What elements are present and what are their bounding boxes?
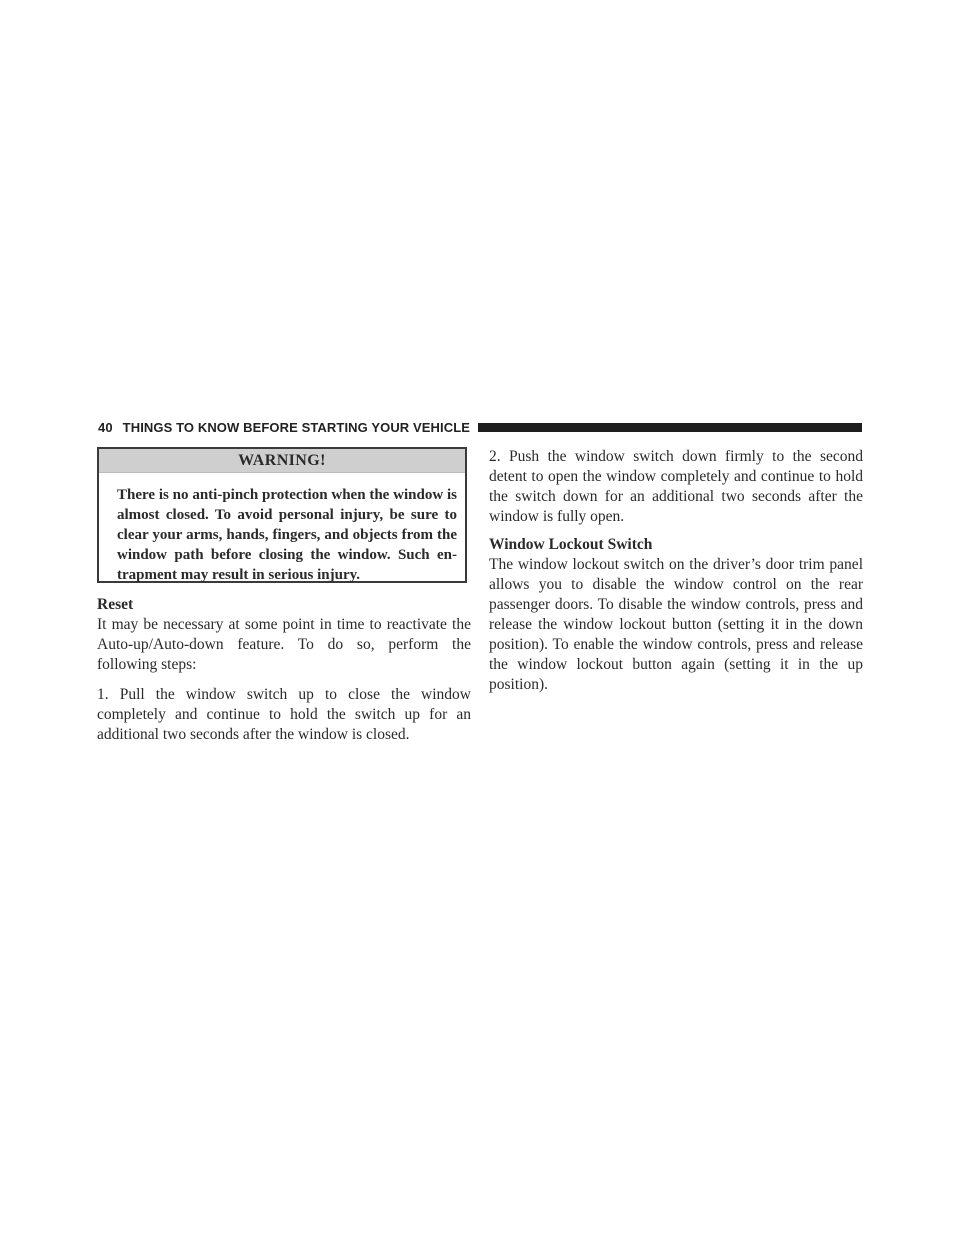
reset-intro: It may be necessary at some point in time to reactivate the Auto-up/Auto-down feature. To do so, perform the following steps: <box>97 616 471 673</box>
lockout-heading: Window Lockout Switch <box>489 536 653 553</box>
reset-step-1: 1. Pull the window switch up to close the window completely and continue to hold the switch up for an additional two seconds after the window is closed. <box>97 686 471 743</box>
running-header <box>98 418 862 436</box>
warning-box <box>97 447 467 583</box>
reset-step-2: 2. Push the window switch down firmly to the second detent to open the window completely and continue to hold the switch down for an additional two seconds after the window is fully open. <box>489 448 863 525</box>
right-column <box>489 447 863 695</box>
left-column <box>97 447 471 745</box>
reset-heading: Reset <box>97 596 134 613</box>
page-number: 40 <box>98 419 113 435</box>
lockout-text: The window lockout switch on the driver’s door trim panel allows you to disable the window control on the rear passenger doors. To disable the window controls, press and release the window lockout button (setting it in the down position). To enable the window controls, press and release the window lockout button again (setting it in the up position). <box>489 556 863 693</box>
warning-text: There is no anti-pinch protection when the window is almost closed. To avoid personal injury, be sure to clear your arms, hands, fingers, and objects from the window path before closing the window. Such en-trapment may result in serious injury. <box>117 487 457 583</box>
warning-title: WARNING! <box>99 449 465 473</box>
section-title: THINGS TO KNOW BEFORE STARTING YOUR VEHICLE <box>122 419 471 435</box>
header-rule <box>478 423 862 432</box>
